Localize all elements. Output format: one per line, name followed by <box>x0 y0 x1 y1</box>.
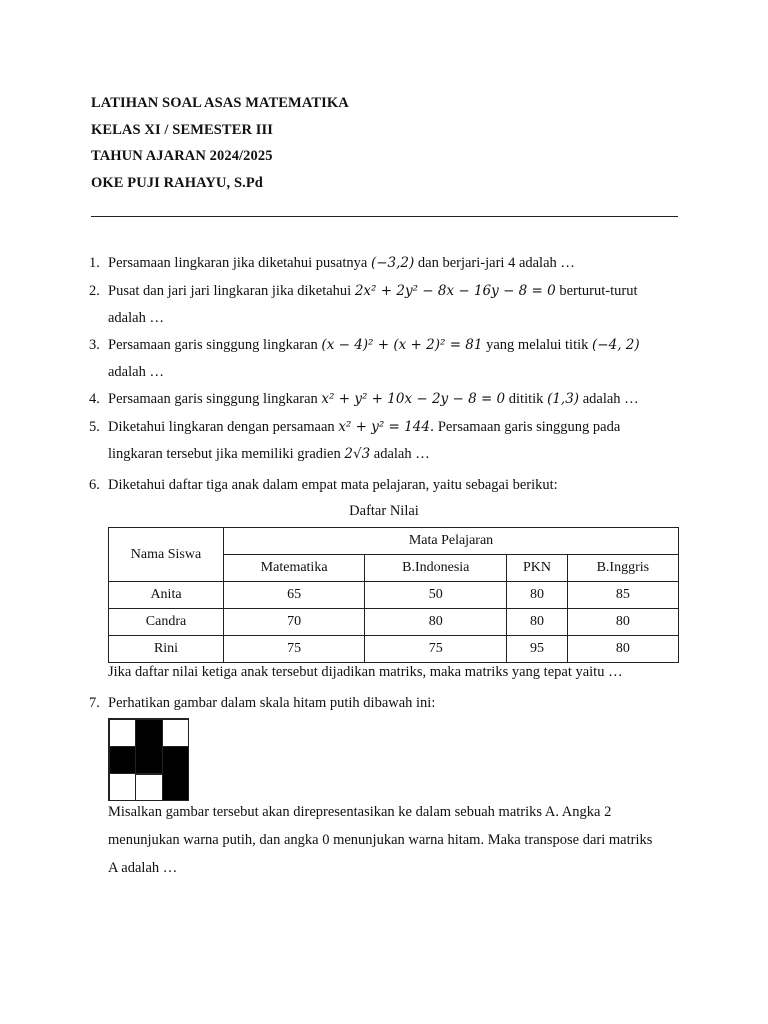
question-text: dititik <box>505 391 548 407</box>
score-cell: 50 <box>365 582 507 609</box>
table-row <box>109 636 679 663</box>
math-expression: (−4, 2) <box>592 337 640 353</box>
question-text: dan berjari-jari 4 adalah … <box>414 255 575 271</box>
question-number: 6. <box>89 477 100 493</box>
score-cell: 80 <box>567 636 678 663</box>
grid-cell-black <box>162 746 189 801</box>
subject-header: Matematika <box>224 555 365 582</box>
column-header-name: Nama Siswa <box>109 528 224 582</box>
doc-class: KELAS XI / SEMESTER III <box>91 122 273 138</box>
score-cell: 95 <box>507 636 567 663</box>
column-group-header: Mata Pelajaran <box>224 528 679 555</box>
question-1 <box>89 250 679 277</box>
question-text: adalah … <box>108 364 164 380</box>
question-number: 4. <box>89 391 100 407</box>
question-text: Persamaan lingkaran jika diketahui pusatnya <box>108 255 371 271</box>
grid-cell-black <box>109 746 136 774</box>
question-text: Pusat dan jari jari lingkaran jika diketahui <box>108 283 355 299</box>
grid-cell-white <box>109 773 136 801</box>
question-number: 5. <box>89 419 100 435</box>
q7-text-line: menunjukan warna putih, dan angka 0 menunjukan warna hitam. Maka transpose dari matriks <box>108 832 653 848</box>
question-2 <box>89 278 679 332</box>
grid-cell-white <box>135 773 163 801</box>
question-number: 2. <box>89 283 100 299</box>
subject-header: B.Inggris <box>567 555 678 582</box>
question-number: 7. <box>89 695 100 711</box>
question-text: Diketahui lingkaran dengan persamaan <box>108 419 339 435</box>
grades-table <box>108 527 679 663</box>
black-white-grid-image <box>108 718 189 801</box>
score-cell: 65 <box>224 582 365 609</box>
math-expression: 2√3 <box>344 446 371 462</box>
q7-text-line: Misalkan gambar tersebut akan direpresentasikan ke dalam sebuah matriks A. Angka 2 <box>108 804 612 820</box>
question-text: Diketahui daftar tiga anak dalam empat mata pelajaran, yaitu sebagai berikut: <box>108 477 558 493</box>
header-divider <box>91 216 678 217</box>
subject-header: B.Indonesia <box>365 555 507 582</box>
math-expression: (1,3) <box>547 391 580 407</box>
table-caption: Daftar Nilai <box>349 503 419 519</box>
score-cell: 75 <box>224 636 365 663</box>
question-number: 3. <box>89 337 100 353</box>
question-text: yang melalui titik <box>482 337 593 353</box>
math-expression: (x − 4)² + (x + 2)² = 81 <box>321 337 483 353</box>
question-text: lingkaran tersebut jika memiliki gradien <box>108 446 345 462</box>
math-expression: x² + y² = 144. <box>338 419 435 435</box>
question-text: Persamaan garis singgung lingkaran <box>108 391 322 407</box>
question-4 <box>89 386 679 413</box>
score-cell: 80 <box>567 609 678 636</box>
table-row <box>109 582 679 609</box>
question-number: 1. <box>89 255 100 271</box>
q7-text-line: A adalah … <box>108 860 178 876</box>
question-text: Persamaan garis singgung lingkaran <box>108 337 322 353</box>
math-expression: x² + y² + 10x − 2y − 8 = 0 <box>321 391 506 407</box>
question-text: adalah … <box>579 391 639 407</box>
grid-cell-white <box>162 719 189 747</box>
question-3 <box>89 332 679 386</box>
student-name: Rini <box>109 636 224 663</box>
question-text: berturut-turut <box>555 283 638 299</box>
score-cell: 80 <box>365 609 507 636</box>
grid-cell-black <box>135 719 163 775</box>
score-cell: 80 <box>507 609 567 636</box>
math-expression: (−3,2) <box>370 255 415 271</box>
student-name: Anita <box>109 582 224 609</box>
question-text: Perhatikan gambar dalam skala hitam putih dibawah ini: <box>108 695 436 711</box>
question-7 <box>89 690 679 717</box>
score-cell: 85 <box>567 582 678 609</box>
math-expression: 2x² + 2y² − 8x − 16y − 8 = 0 <box>354 283 556 299</box>
score-cell: 70 <box>224 609 365 636</box>
question-text: adalah … <box>370 446 430 462</box>
doc-author: OKE PUJI RAHAYU, S.Pd <box>91 175 263 191</box>
doc-year: TAHUN AJARAN 2024/2025 <box>91 148 273 164</box>
question-6 <box>89 472 679 499</box>
question-5 <box>89 414 679 468</box>
subject-header: PKN <box>507 555 567 582</box>
doc-title: LATIHAN SOAL ASAS MATEMATIKA <box>91 95 349 111</box>
student-name: Candra <box>109 609 224 636</box>
table-row <box>109 609 679 636</box>
score-cell: 80 <box>507 582 567 609</box>
grid-cell-white <box>109 719 136 747</box>
question-text: adalah … <box>108 310 164 326</box>
question-text: Persamaan garis singgung pada <box>434 419 621 435</box>
score-cell: 75 <box>365 636 507 663</box>
table-followup-text: Jika daftar nilai ketiga anak tersebut dijadikan matriks, maka matriks yang tepat yaitu … <box>108 664 623 680</box>
